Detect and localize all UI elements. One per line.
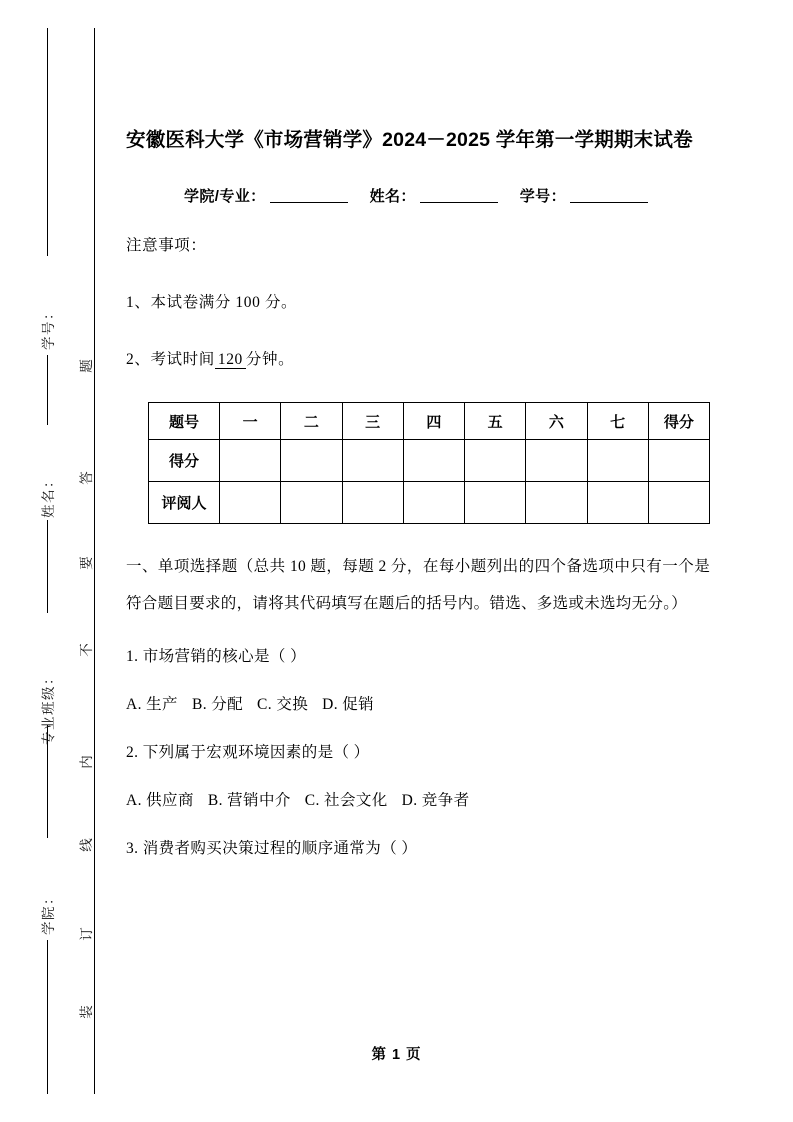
seal-field-college: 学院： xyxy=(41,890,56,935)
option-a[interactable]: A. 生产 xyxy=(126,696,178,713)
table-cell-header-6: 六 xyxy=(526,403,587,440)
table-cell-score-3[interactable] xyxy=(342,440,403,482)
seal-char: 不 xyxy=(79,643,94,657)
seal-rule-segment xyxy=(47,940,48,1094)
table-row-header xyxy=(149,403,710,440)
table-cell-grader-1[interactable] xyxy=(220,482,281,524)
question-stem-1: 1. 市场营销的核心是（ ） xyxy=(126,648,306,665)
exam-content xyxy=(126,0,710,862)
seal-char: 订 xyxy=(79,927,94,941)
table-cell-row-label-score: 得分 xyxy=(149,440,220,482)
table-cell-grader-2[interactable] xyxy=(281,482,342,524)
name-blank[interactable] xyxy=(420,202,498,203)
table-cell-header-7: 七 xyxy=(587,403,648,440)
notice-item-duration xyxy=(126,318,710,375)
seal-margin xyxy=(0,0,110,1122)
table-cell-grader-total[interactable] xyxy=(648,482,709,524)
student-info-line xyxy=(126,159,710,206)
table-cell-score-total[interactable] xyxy=(648,440,709,482)
question-stem-2: 2. 下列属于宏观环境因素的是（ ） xyxy=(126,744,370,761)
page-footer: 第 1 页 xyxy=(371,1047,422,1063)
seal-char: 装 xyxy=(79,1005,94,1019)
notice-item-score: 1、本试卷满分 100 分。 xyxy=(126,294,298,311)
duration-suffix: 分钟。 xyxy=(245,351,295,368)
table-cell-score-6[interactable] xyxy=(526,440,587,482)
table-cell-score-4[interactable] xyxy=(403,440,464,482)
question-stem-3: 3. 消费者购买决策过程的顺序通常为（ ） xyxy=(126,840,418,857)
option-b[interactable]: B. 分配 xyxy=(191,696,244,713)
table-cell-header-label: 题号 xyxy=(149,403,220,440)
table-cell-score-5[interactable] xyxy=(465,440,526,482)
section-one-heading: 一、单项选择题（总共 10 题，每题 2 分，在每小题列出的四个备选项中只有一个是符合题目要求的，请将其代码填写在题后的括号内。错选、多选或未选均无分。） xyxy=(126,558,710,612)
duration-prefix: 2、考试时间 xyxy=(126,351,215,368)
table-cell-header-1: 一 xyxy=(220,403,281,440)
option-c[interactable]: C. 交换 xyxy=(257,696,309,713)
seal-rule-segment xyxy=(47,355,48,425)
option-d[interactable]: D. 促销 xyxy=(322,696,375,713)
table-cell-score-7[interactable] xyxy=(587,440,648,482)
seal-rule-segment xyxy=(47,520,48,613)
notice-heading: 注意事项： xyxy=(126,237,207,254)
name-label: 姓名： xyxy=(369,188,416,205)
table-cell-score-1[interactable] xyxy=(220,440,281,482)
seal-field-student-id: 学号： xyxy=(41,305,56,350)
seal-char: 要 xyxy=(79,556,94,570)
seal-rule-segment xyxy=(47,28,48,256)
seal-field-class: 专业班级： xyxy=(41,670,56,745)
table-cell-grader-6[interactable] xyxy=(526,482,587,524)
option-c[interactable]: C. 社会文化 xyxy=(304,792,388,809)
option-d[interactable]: D. 竞争者 xyxy=(401,792,470,809)
page-title: 安徽医科大学《市场营销学》2024－2025 学年第一学期期末试卷 xyxy=(126,129,693,151)
table-cell-grader-5[interactable] xyxy=(465,482,526,524)
table-cell-grader-3[interactable] xyxy=(342,482,403,524)
table-cell-header-total: 得分 xyxy=(648,403,709,440)
table-cell-score-2[interactable] xyxy=(281,440,342,482)
seal-field-name: 姓名： xyxy=(41,473,56,518)
seal-char: 内 xyxy=(79,755,94,769)
table-row-grader xyxy=(149,482,710,524)
college-major-blank[interactable] xyxy=(270,202,348,203)
seal-char: 答 xyxy=(79,471,94,485)
table-cell-header-3: 三 xyxy=(342,403,403,440)
table-row-score xyxy=(149,440,710,482)
table-cell-header-2: 二 xyxy=(281,403,342,440)
table-cell-grader-4[interactable] xyxy=(403,482,464,524)
seal-char: 题 xyxy=(79,359,94,373)
question-options-1 xyxy=(126,670,710,718)
question-options-2 xyxy=(126,766,710,814)
option-b[interactable]: B. 营销中介 xyxy=(207,792,291,809)
table-cell-header-4: 四 xyxy=(403,403,464,440)
college-major-label: 学院/专业： xyxy=(184,188,266,205)
score-summary-table xyxy=(148,402,710,524)
option-a[interactable]: A. 供应商 xyxy=(126,792,194,809)
student-id-blank[interactable] xyxy=(570,202,648,203)
table-cell-row-label-grader: 评阅人 xyxy=(149,482,220,524)
duration-value: 120 xyxy=(215,351,246,369)
table-cell-grader-7[interactable] xyxy=(587,482,648,524)
student-id-label: 学号： xyxy=(519,188,566,205)
table-cell-header-5: 五 xyxy=(465,403,526,440)
seal-char: 线 xyxy=(79,838,94,852)
